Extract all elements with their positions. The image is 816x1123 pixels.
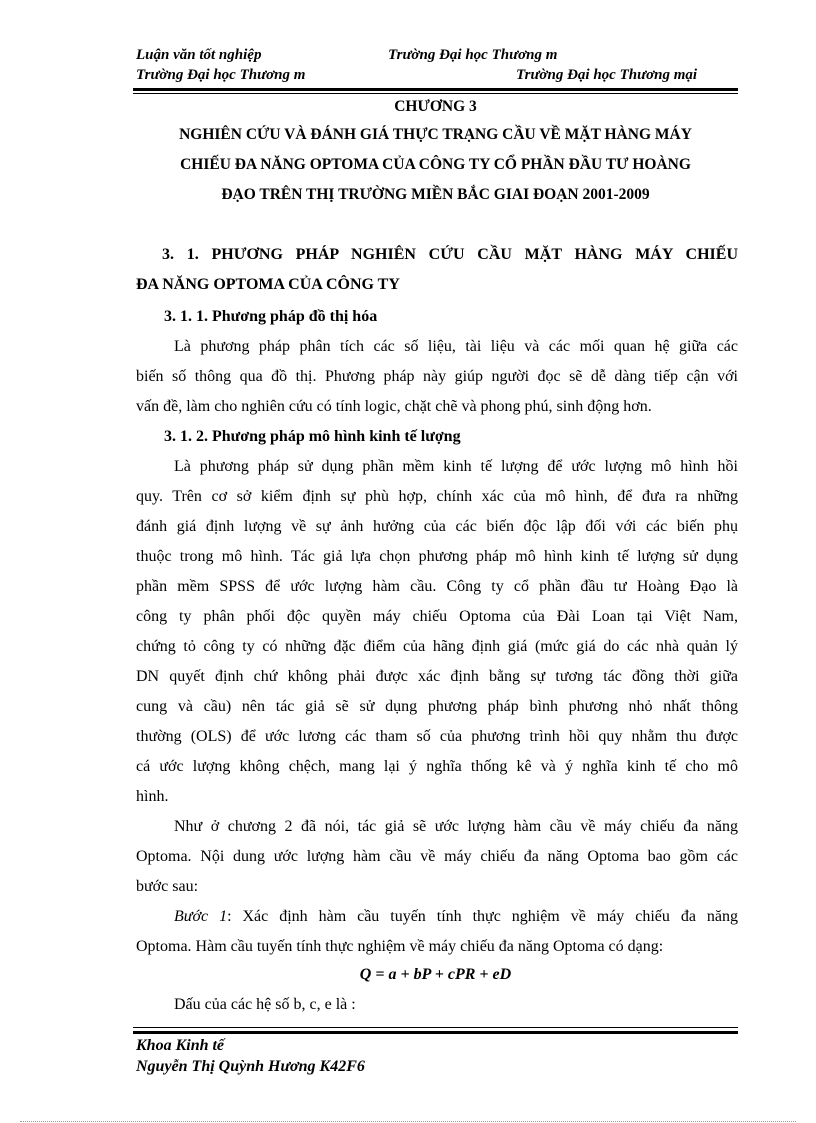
paragraph-line: Optoma. Nội dung ước lượng hàm cầu về máy chiếu đa năng Optoma bao gồm các	[136, 848, 738, 865]
header-right-bottom: Trường Đại học Thương mại	[516, 67, 698, 83]
chapter-title-line-2: CHIẾU ĐA NĂNG OPTOMA CỦA CÔNG TY CỔ PHẦN ĐẦU TƯ HOÀNG	[180, 156, 691, 173]
paragraph-line: công ty phân phối độc quyền máy chiếu Optoma của Đài Loan tại Việt Nam,	[136, 608, 738, 625]
footer-rule-thin	[133, 1027, 738, 1028]
paragraph-line: cung và cầu) nên tác giả sẽ sử dụng phương pháp bình phương nhỏ nhất thông	[136, 698, 738, 715]
header-center-top: Trường Đại học Thương m	[388, 47, 558, 63]
subsection-heading-3-1-2: 3. 1. 2. Phương pháp mô hình kinh tế lượng	[164, 428, 461, 445]
header-rule-thin	[133, 93, 738, 94]
paragraph-line: Như ở chương 2 đã nói, tác giả sẽ ước lượng hàm cầu về máy chiếu đa năng	[174, 818, 738, 835]
footer-author: Nguyễn Thị Quỳnh Hương K42F6	[136, 1058, 365, 1075]
chapter-title-line-1: NGHIÊN CỨU VÀ ĐÁNH GIÁ THỰC TRẠNG CẦU VỀ MẶT HÀNG MÁY	[179, 126, 692, 143]
paragraph-line: đánh giá định lượng về sự ảnh hưởng của các biến độc lập đối với các biến phụ	[136, 518, 738, 535]
page-bottom-divider	[20, 1121, 796, 1122]
paragraph-line: hình.	[136, 788, 169, 805]
paragraph-line: cá ước lượng không chệch, mang lại ý nghĩa thống kê và ý nghĩa kinh tế cho mô	[136, 758, 738, 775]
header-left-bottom: Trường Đại học Thương m	[136, 67, 306, 83]
footer-faculty: Khoa Kinh tế	[136, 1037, 225, 1054]
demand-formula: Q = a + bP + cPR + eD	[359, 966, 512, 983]
paragraph-line: Là phương pháp phân tích các số liệu, tài liệu và các mối quan hệ giữa các	[174, 338, 738, 355]
header-rule-thick	[133, 88, 738, 91]
paragraph-line: phần mềm SPSS để ước lượng hàm cầu. Công ty cổ phần đầu tư Hoàng Đạo là	[136, 578, 738, 595]
paragraph-line: Dấu của các hệ số b, c, e là :	[174, 996, 356, 1013]
step-1-label: Bước 1	[174, 908, 228, 925]
paragraph-line: thuộc trong mô hình. Tác giả lựa chọn phương pháp mô hình kinh tế lượng sử dụng	[136, 548, 738, 565]
step-1-line-2: Optoma. Hàm cầu tuyến tính thực nghiệm về máy chiếu đa năng Optoma có dạng:	[136, 938, 664, 955]
paragraph-line: DN quyết định chứ không phải được xác định bằng sự tương tác đồng thời giữa	[136, 668, 738, 685]
footer-rule-thick	[133, 1031, 738, 1034]
subsection-heading-3-1-1: 3. 1. 1. Phương pháp đồ thị hóa	[164, 308, 378, 325]
header-left-top: Luận văn tốt nghiệp	[136, 47, 262, 63]
paragraph-line: Là phương pháp sử dụng phần mềm kinh tế lượng để ước lượng mô hình hồi	[174, 458, 738, 475]
section-heading-line-2: ĐA NĂNG OPTOMA CỦA CÔNG TY	[136, 276, 400, 293]
chapter-title-line-3: ĐẠO TRÊN THỊ TRƯỜNG MIỀN BẮC GIAI ĐOẠN 2001-2009	[221, 186, 650, 203]
paragraph-line: biến số thông qua đồ thị. Phương pháp này giúp người đọc sẽ dễ dàng tiếp cận với	[136, 368, 738, 385]
chapter-number: CHƯƠNG 3	[394, 98, 477, 115]
paragraph-line: thường (OLS) để ước lương các tham số của phương trình hồi quy nhằm thu được	[136, 728, 738, 745]
step-1-line-1	[174, 908, 738, 926]
paragraph-line: bước sau:	[136, 878, 199, 895]
paragraph-line: chứng tỏ công ty có những đặc điểm của hãng định giá (mức giá do các nhà quản lý	[136, 638, 738, 655]
step-1-text: : Xác định hàm cầu tuyến tính thực nghiệm về máy chiếu đa năng	[227, 908, 739, 925]
paragraph-line: vấn đề, làm cho nghiên cứu có tính logic, chặt chẽ và phong phú, sinh động hơn.	[136, 398, 652, 415]
paragraph-line: quy. Trên cơ sở kiểm định sự phù hợp, chính xác của mô hình, để đưa ra những	[136, 488, 738, 505]
section-heading-line-1: 3. 1. PHƯƠNG PHÁP NGHIÊN CỨU CẦU MẶT HÀNG MÁY CHIẾU	[162, 246, 738, 263]
